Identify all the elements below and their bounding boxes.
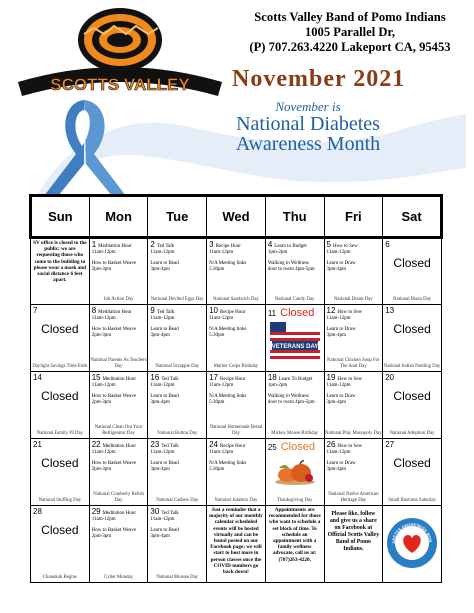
national-day: National Adoption Day <box>389 430 435 436</box>
thanksgiving-harvest-icon <box>273 456 317 486</box>
day-number: 11 <box>267 309 277 318</box>
event-time: 11am-12pm <box>91 250 116 255</box>
day-number: 23 <box>150 440 160 449</box>
event-title: Recipe Hour <box>220 310 246 315</box>
banner-line3: Awareness Month <box>235 133 381 155</box>
national-day: National Sandwich Day <box>213 296 259 302</box>
virtual-events-note: Just a reminder that a majority of our monthly calendar scheduled events will be hosted virtually and can be found posted on our Facebook page; we will start to host more in person classes once the COVID numbers go back down! <box>209 507 263 576</box>
event-time: 2pm-3pm <box>91 534 112 539</box>
week-row-5 <box>31 506 442 583</box>
day-number: 12 <box>326 306 336 315</box>
closed-label: Closed <box>41 456 79 470</box>
event-time: 1pm-2pm <box>267 250 288 255</box>
day-number: 1 <box>91 240 97 249</box>
national-day: National Jukebox Day <box>214 497 258 503</box>
cell-day-29 <box>89 506 148 583</box>
event-title: Ted Talk <box>161 511 179 516</box>
event-time: 11am-12pm <box>150 383 175 388</box>
cell-day-4 <box>265 238 324 305</box>
event-title: Learn to Draw <box>326 461 356 466</box>
cell-facebook <box>324 506 383 583</box>
cell-day-5 <box>324 238 383 305</box>
cell-diabetes-logo <box>383 506 442 583</box>
national-day: National Stuffing Day <box>38 497 82 503</box>
cell-day-22 <box>89 439 148 506</box>
banner-line2: National Diabetes <box>236 113 380 135</box>
day-number: 6 <box>385 240 390 249</box>
event-title: Learn to Draw <box>326 327 356 332</box>
closed-label: Closed <box>393 456 431 470</box>
event-time: 3pm-4pm <box>150 400 170 405</box>
day-number: 7 <box>33 306 38 315</box>
event-title: Learn to Draw <box>326 394 356 399</box>
event-time: 11am-12pm <box>91 383 116 388</box>
event-title: Walking in Wellness <box>267 394 309 399</box>
weekday-header-row <box>31 196 442 238</box>
day-number: 3 <box>209 240 214 249</box>
header <box>0 0 474 195</box>
event-title: Learn to Budget <box>274 244 307 249</box>
org-address: 1005 Parallel Dr, <box>304 25 396 39</box>
cell-day-26 <box>324 439 383 506</box>
day-number: 19 <box>326 373 336 382</box>
event-title: Learn to Bead <box>150 261 179 266</box>
logo-text: SCOTTS VALLEY <box>50 75 190 94</box>
closed-label: Closed <box>393 389 431 403</box>
event-title: How to Sew <box>337 310 363 315</box>
national-day: National Candy Day <box>274 296 315 302</box>
national-day: National Clean Out Your Refrigerator Day <box>94 425 143 436</box>
week-row-2 <box>31 305 442 372</box>
closed-label: Closed <box>41 322 79 336</box>
event-title: N/A Meeting links <box>209 461 247 466</box>
event-time: 3pm-4pm <box>150 534 170 539</box>
event-time: 11am-12pm <box>326 383 351 388</box>
cell-day-21 <box>31 439 90 506</box>
cell-day-17 <box>207 372 266 439</box>
national-day: National Native American Heritage Day <box>328 492 379 503</box>
cell-day-12 <box>324 305 383 372</box>
cell-day-27 <box>383 439 442 506</box>
closed-label: Closed <box>280 307 315 319</box>
weekday-wed: Wed <box>207 196 266 238</box>
event-time: 2pm-3pm <box>91 267 112 272</box>
event-title: Meditation Hour <box>102 377 137 382</box>
org-name: Scotts Valley Band of Pomo Indians <box>254 10 446 24</box>
weekday-fri: Fri <box>324 196 383 238</box>
day-number: 29 <box>91 507 101 516</box>
veterans-day-flag-icon <box>270 322 320 362</box>
tribe-logo <box>14 4 226 100</box>
calendar-table <box>29 194 443 583</box>
day-number: 21 <box>33 440 42 449</box>
banner-text <box>158 100 458 154</box>
cell-day-19 <box>324 372 383 439</box>
event-time: 3pm-4pm <box>326 400 346 405</box>
day-number: 8 <box>91 306 97 315</box>
day-number: 18 <box>267 373 277 382</box>
day-number: 14 <box>33 373 42 382</box>
event-title: How to Basket Weave <box>91 327 137 332</box>
day-number: 25 <box>267 443 277 452</box>
cell-day-14 <box>31 372 90 439</box>
event-time: 3pm-4pm <box>150 467 170 472</box>
day-number: 27 <box>385 440 395 449</box>
day-number: 15 <box>91 373 101 382</box>
national-day: National Button Day <box>157 430 198 436</box>
event-title: Learn to Bead <box>150 461 179 466</box>
cell-virtual-reminder <box>207 506 266 583</box>
event-title: N/A Meeting links <box>209 327 247 332</box>
event-title: Learn to Draw <box>326 261 356 266</box>
day-number: 26 <box>326 440 336 449</box>
event-title: Recipe Hour <box>220 377 246 382</box>
national-day: Daylight Savings Time Ends <box>32 363 88 369</box>
national-day: National Family PJ Day <box>36 430 83 436</box>
event-title: Meditation Hour <box>102 444 137 449</box>
event-time: 11am-12pm <box>326 250 351 255</box>
event-time: 11am-12pm <box>150 450 175 455</box>
day-number: 10 <box>209 306 219 315</box>
event-time: 5:30pm <box>209 400 225 405</box>
cell-appointments <box>265 506 324 583</box>
weekday-thu: Thu <box>265 196 324 238</box>
event-time: door to room 4pm-5pm <box>267 400 315 405</box>
national-day: Thanksgiving Day <box>276 497 313 503</box>
cell-day-3 <box>207 238 266 305</box>
national-day: National Parents As Teachers Day <box>90 358 147 369</box>
closed-label: Closed <box>41 389 79 403</box>
event-title: How to Basket Weave <box>91 394 137 399</box>
national-day: Cyber Monday <box>104 574 134 580</box>
event-title: Ted Talk <box>156 310 175 315</box>
event-title: Recipe Hour <box>220 444 246 449</box>
event-title: Learn To Budget <box>278 377 313 382</box>
event-time: 11am-12pm <box>326 316 351 321</box>
national-day: National Cranberry Relish Day <box>93 492 144 503</box>
national-day: Mickey Mouse Birthday <box>271 430 319 436</box>
closed-label: Closed <box>280 441 315 453</box>
event-time: 5:30pm <box>209 333 225 338</box>
cell-day-16 <box>148 372 207 439</box>
cell-day-6 <box>383 238 442 305</box>
cell-day-23 <box>148 439 207 506</box>
event-time: 3pm-4pm <box>326 467 346 472</box>
event-title: Walking in Wellness <box>267 261 309 266</box>
event-time: 11am-12pm <box>150 250 175 255</box>
day-number: 28 <box>33 507 42 516</box>
cell-day-9 <box>148 305 207 372</box>
day-number: 4 <box>267 240 273 249</box>
event-title: Learn to Bead <box>150 394 179 399</box>
national-day: National Bison Day <box>393 296 432 302</box>
veterans-day-text: VETERANS DAY <box>271 344 318 350</box>
cell-day-28 <box>31 506 90 583</box>
event-time: 2pm-3pm <box>91 333 112 338</box>
day-number: 2 <box>150 240 155 249</box>
national-day: Small Business Saturday <box>388 497 436 503</box>
national-day: National Deviled Eggs Day <box>150 296 204 302</box>
closed-label: Closed <box>393 256 431 270</box>
event-time: 11am-12pm <box>150 316 175 321</box>
cell-day-25 <box>265 439 324 506</box>
event-time: 3pm-4pm <box>150 333 170 338</box>
event-time: 2pm-3pm <box>91 400 112 405</box>
event-time: 2pm-3pm <box>91 467 112 472</box>
office-closed-note: SV office is closed to the public; we are requesting those who come to the building to please wear a mask and social distance 6 feet apart. <box>33 240 87 284</box>
national-day: Job Action Day <box>103 296 134 302</box>
event-time: 11am-12pm <box>91 316 116 321</box>
week-row-1 <box>31 238 442 305</box>
day-number: 16 <box>150 373 160 382</box>
national-day: National Cashew Day <box>156 497 199 503</box>
day-number: 13 <box>385 306 395 315</box>
diabetes-awareness-heart-icon <box>386 517 438 569</box>
national-day: National Chicken Soup For The Soul Day <box>327 358 380 369</box>
day-number: 17 <box>209 373 219 382</box>
event-time: 11am-12pm <box>209 316 234 321</box>
event-title: Ted Talk <box>161 444 179 449</box>
national-day: Chanukah Begins <box>42 574 77 580</box>
event-time: 3pm-4pm <box>326 333 346 338</box>
org-phone: (P) 707.263.4220 Lakeport CA, 95453 <box>249 40 451 54</box>
event-title: Meditation Hour <box>98 310 132 315</box>
event-time: 1pm-2pm <box>267 383 288 388</box>
weekday-sat: Sat <box>383 196 442 238</box>
event-title: How to Sew <box>337 444 363 449</box>
diabetes-logo-text: ABETES AWARENESS MON <box>391 521 434 544</box>
event-title: Meditation Hour <box>102 511 137 516</box>
day-number: 24 <box>209 440 219 449</box>
national-day: National Homemade Bread Day <box>209 425 263 436</box>
weekday-mon: Mon <box>89 196 148 238</box>
cell-day-1 <box>89 238 148 305</box>
event-title: N/A Meeting links <box>209 261 247 266</box>
national-day: National Donut Day <box>333 296 373 302</box>
org-info <box>228 10 472 55</box>
event-time: 3pm-4pm <box>150 267 170 272</box>
event-title: Recipe Hour <box>215 244 241 249</box>
event-time: 5:30pm <box>209 267 225 272</box>
month-title: November 2021 <box>232 66 406 92</box>
cell-day-11 <box>265 305 324 372</box>
weekday-tue: Tue <box>148 196 207 238</box>
day-number: 20 <box>385 373 395 382</box>
event-title: Learn to Bead <box>150 528 179 533</box>
cell-day-7 <box>31 305 90 372</box>
event-title: Meditation Hour <box>98 244 132 249</box>
national-day: Marine Corps Birthday <box>213 363 259 369</box>
cell-day-18 <box>265 372 324 439</box>
event-title: How to Basket Weave <box>91 528 137 533</box>
banner-line1: November is <box>275 99 341 114</box>
cell-day-20 <box>383 372 442 439</box>
event-time: 3pm-4pm <box>326 267 346 272</box>
day-number: 5 <box>326 240 331 249</box>
event-title: Ted Talk <box>156 244 175 249</box>
closed-label: Closed <box>41 523 79 537</box>
event-time: 11am-12pm <box>209 250 234 255</box>
facebook-note: Please like, follow and give us a share on Facebook at Official Scotts Valley Band of Pomo Indians. <box>327 511 380 552</box>
day-number: 22 <box>91 440 101 449</box>
national-day: National Scrapple Day <box>155 363 200 369</box>
national-day: National Mousse Day <box>156 574 199 580</box>
cell-day-8 <box>89 305 148 372</box>
national-day: National Play Monopoly Day <box>325 430 382 436</box>
event-title: N/A Meeting links <box>209 394 247 399</box>
event-title: How to Basket Weave <box>91 261 137 266</box>
closed-label: Closed <box>393 322 431 336</box>
day-number: 30 <box>150 507 160 516</box>
event-time: 11am-12pm <box>91 450 116 455</box>
event-time: 11am-12pm <box>209 450 234 455</box>
event-time: 5:30pm <box>209 467 225 472</box>
cell-day-2 <box>148 238 207 305</box>
cell-day-10 <box>207 305 266 372</box>
event-title: How to Sew <box>337 377 363 382</box>
weekday-sun: Sun <box>31 196 90 238</box>
week-row-4 <box>31 439 442 506</box>
event-title: How to Basket Weave <box>91 461 137 466</box>
event-title: Learn to Bead <box>150 327 179 332</box>
event-title: Ted Talk <box>161 377 179 382</box>
event-time: 11am-12pm <box>209 383 234 388</box>
cell-day-30 <box>148 506 207 583</box>
cell-day-13 <box>383 305 442 372</box>
cell-day-24 <box>207 439 266 506</box>
week-row-3 <box>31 372 442 439</box>
day-number: 9 <box>150 306 155 315</box>
event-time: 11am-12pm <box>91 517 116 522</box>
event-time: door to room 4pm-5pm <box>267 267 315 272</box>
event-time: 11am-12pm <box>326 450 351 455</box>
event-title: How to Sew <box>332 244 358 249</box>
cell-office-notice <box>31 238 90 305</box>
national-day: National Indian Pudding Day <box>383 363 441 369</box>
event-time: 11am-12pm <box>150 517 175 522</box>
cell-day-15 <box>89 372 148 439</box>
appointments-note: Appointments are recommended for those who want to schedule a set block of time. To schedule an appointment with a family wellness advocate, call us at: (707)263-4220. <box>268 507 321 563</box>
